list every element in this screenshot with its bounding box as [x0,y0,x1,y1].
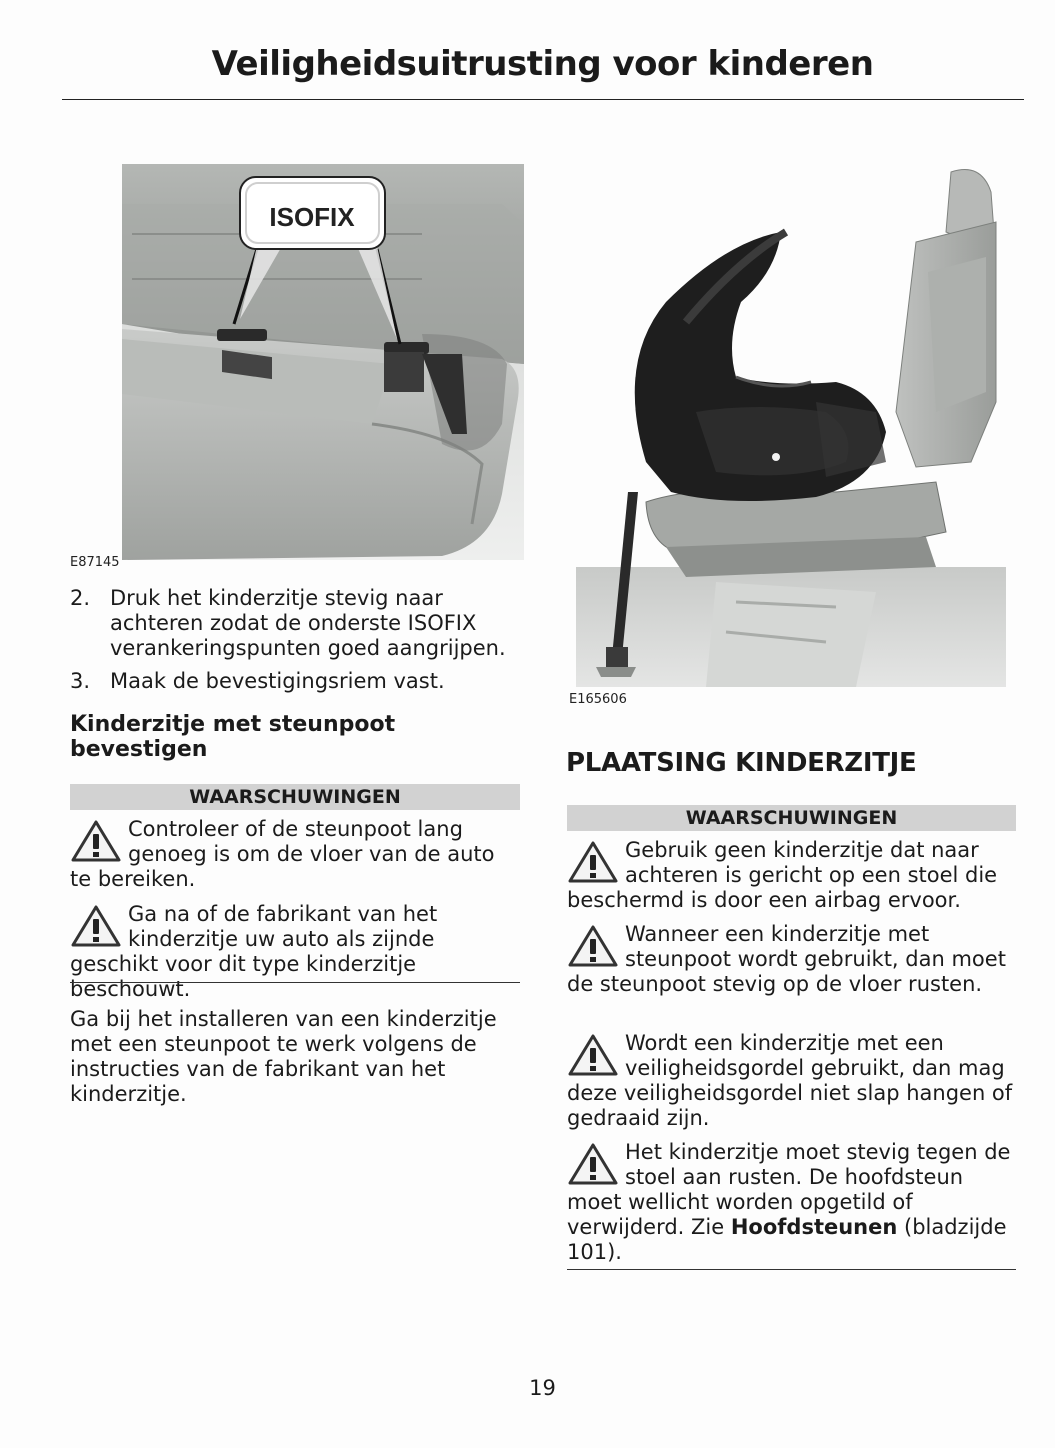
warning-item [567,922,1019,997]
warning-triangle-icon [567,840,619,884]
list-item [70,586,520,661]
step-text: Maak de bevestigingsriem vast. [110,669,445,693]
child-seat-placement-heading: PLAATSING KINDERZITJE [566,748,917,778]
child-seat-support-leg-illustration [576,162,1006,687]
step-number: 3. [70,669,91,693]
warning-triangle-icon [567,1142,619,1186]
warning-text: Wanneer een kinderzitje met steunpoot wordt gebruikt, dan moet de steunpoot stevig op de vloer rusten. [567,922,1006,996]
headrests-crossref-link[interactable]: Hoofdsteunen [730,1215,898,1239]
warning-triangle-icon [70,819,122,863]
step-text: Druk het kinderzitje stevig naar achteren zodat de onderste ISOFIX verankeringspunten goed aangrijpen. [110,586,506,660]
page-title: Veiligheidsuitrusting voor kinderen [211,44,874,84]
figure-code-right: E165606 [569,692,627,707]
isofix-callout-label: ISOFIX [269,202,355,232]
warning-item [567,838,1019,913]
warning-item [70,817,522,892]
page-number: 19 [529,1376,556,1400]
warning-item [567,1140,1019,1265]
warnings-end-rule-right [567,1269,1016,1270]
warnings-bar-left: WAARSCHUWINGEN [70,784,520,810]
warning-text: Controleer of de steunpoot lang genoeg is om de vloer van de auto te bereiken. [70,817,495,891]
warning-text: Wordt een kinderzitje met een veiligheidsgordel gebruikt, dan mag deze veiligheidsgordel niet slap hangen of gedraaid zijn. [567,1031,1013,1130]
step-number: 2. [70,586,91,610]
figure-code-left: E87145 [70,555,120,570]
warning-triangle-icon [70,904,122,948]
installation-steps [70,586,520,702]
support-leg-instructions: Ga bij het installeren van een kinderzitje met een steunpoot te werk volgens de instructies van de fabrikant van het kinderzitje. [70,1007,497,1106]
list-item [70,669,520,694]
isofix-seat-illustration [122,164,524,560]
warning-text: Het kinderzitje moet stevig tegen de stoel aan rusten. De hoofdsteun moet wellicht worden opgetild of verwijderd. Zie [567,1140,1011,1239]
warning-text-suffix: (bladzijde 101). [567,1215,1007,1264]
warnings-bar-right: WAARSCHUWINGEN [567,805,1016,831]
support-leg-heading: Kinderzitje met steunpoot bevestigen [70,712,396,762]
warning-item [70,902,522,1002]
warning-text: Ga na of de fabrikant van het kinderzitje uw auto als zijnde geschikt voor dit type kinderzitje beschouwt. [70,902,438,1001]
warning-item [567,1031,1019,1131]
warning-text: Gebruik geen kinderzitje dat naar achteren is gericht op een stoel die beschermd is door een airbag ervoor. [567,838,998,912]
title-divider [62,99,1024,100]
warning-triangle-icon [567,924,619,968]
warning-triangle-icon [567,1033,619,1077]
warnings-end-rule-left [70,982,520,983]
